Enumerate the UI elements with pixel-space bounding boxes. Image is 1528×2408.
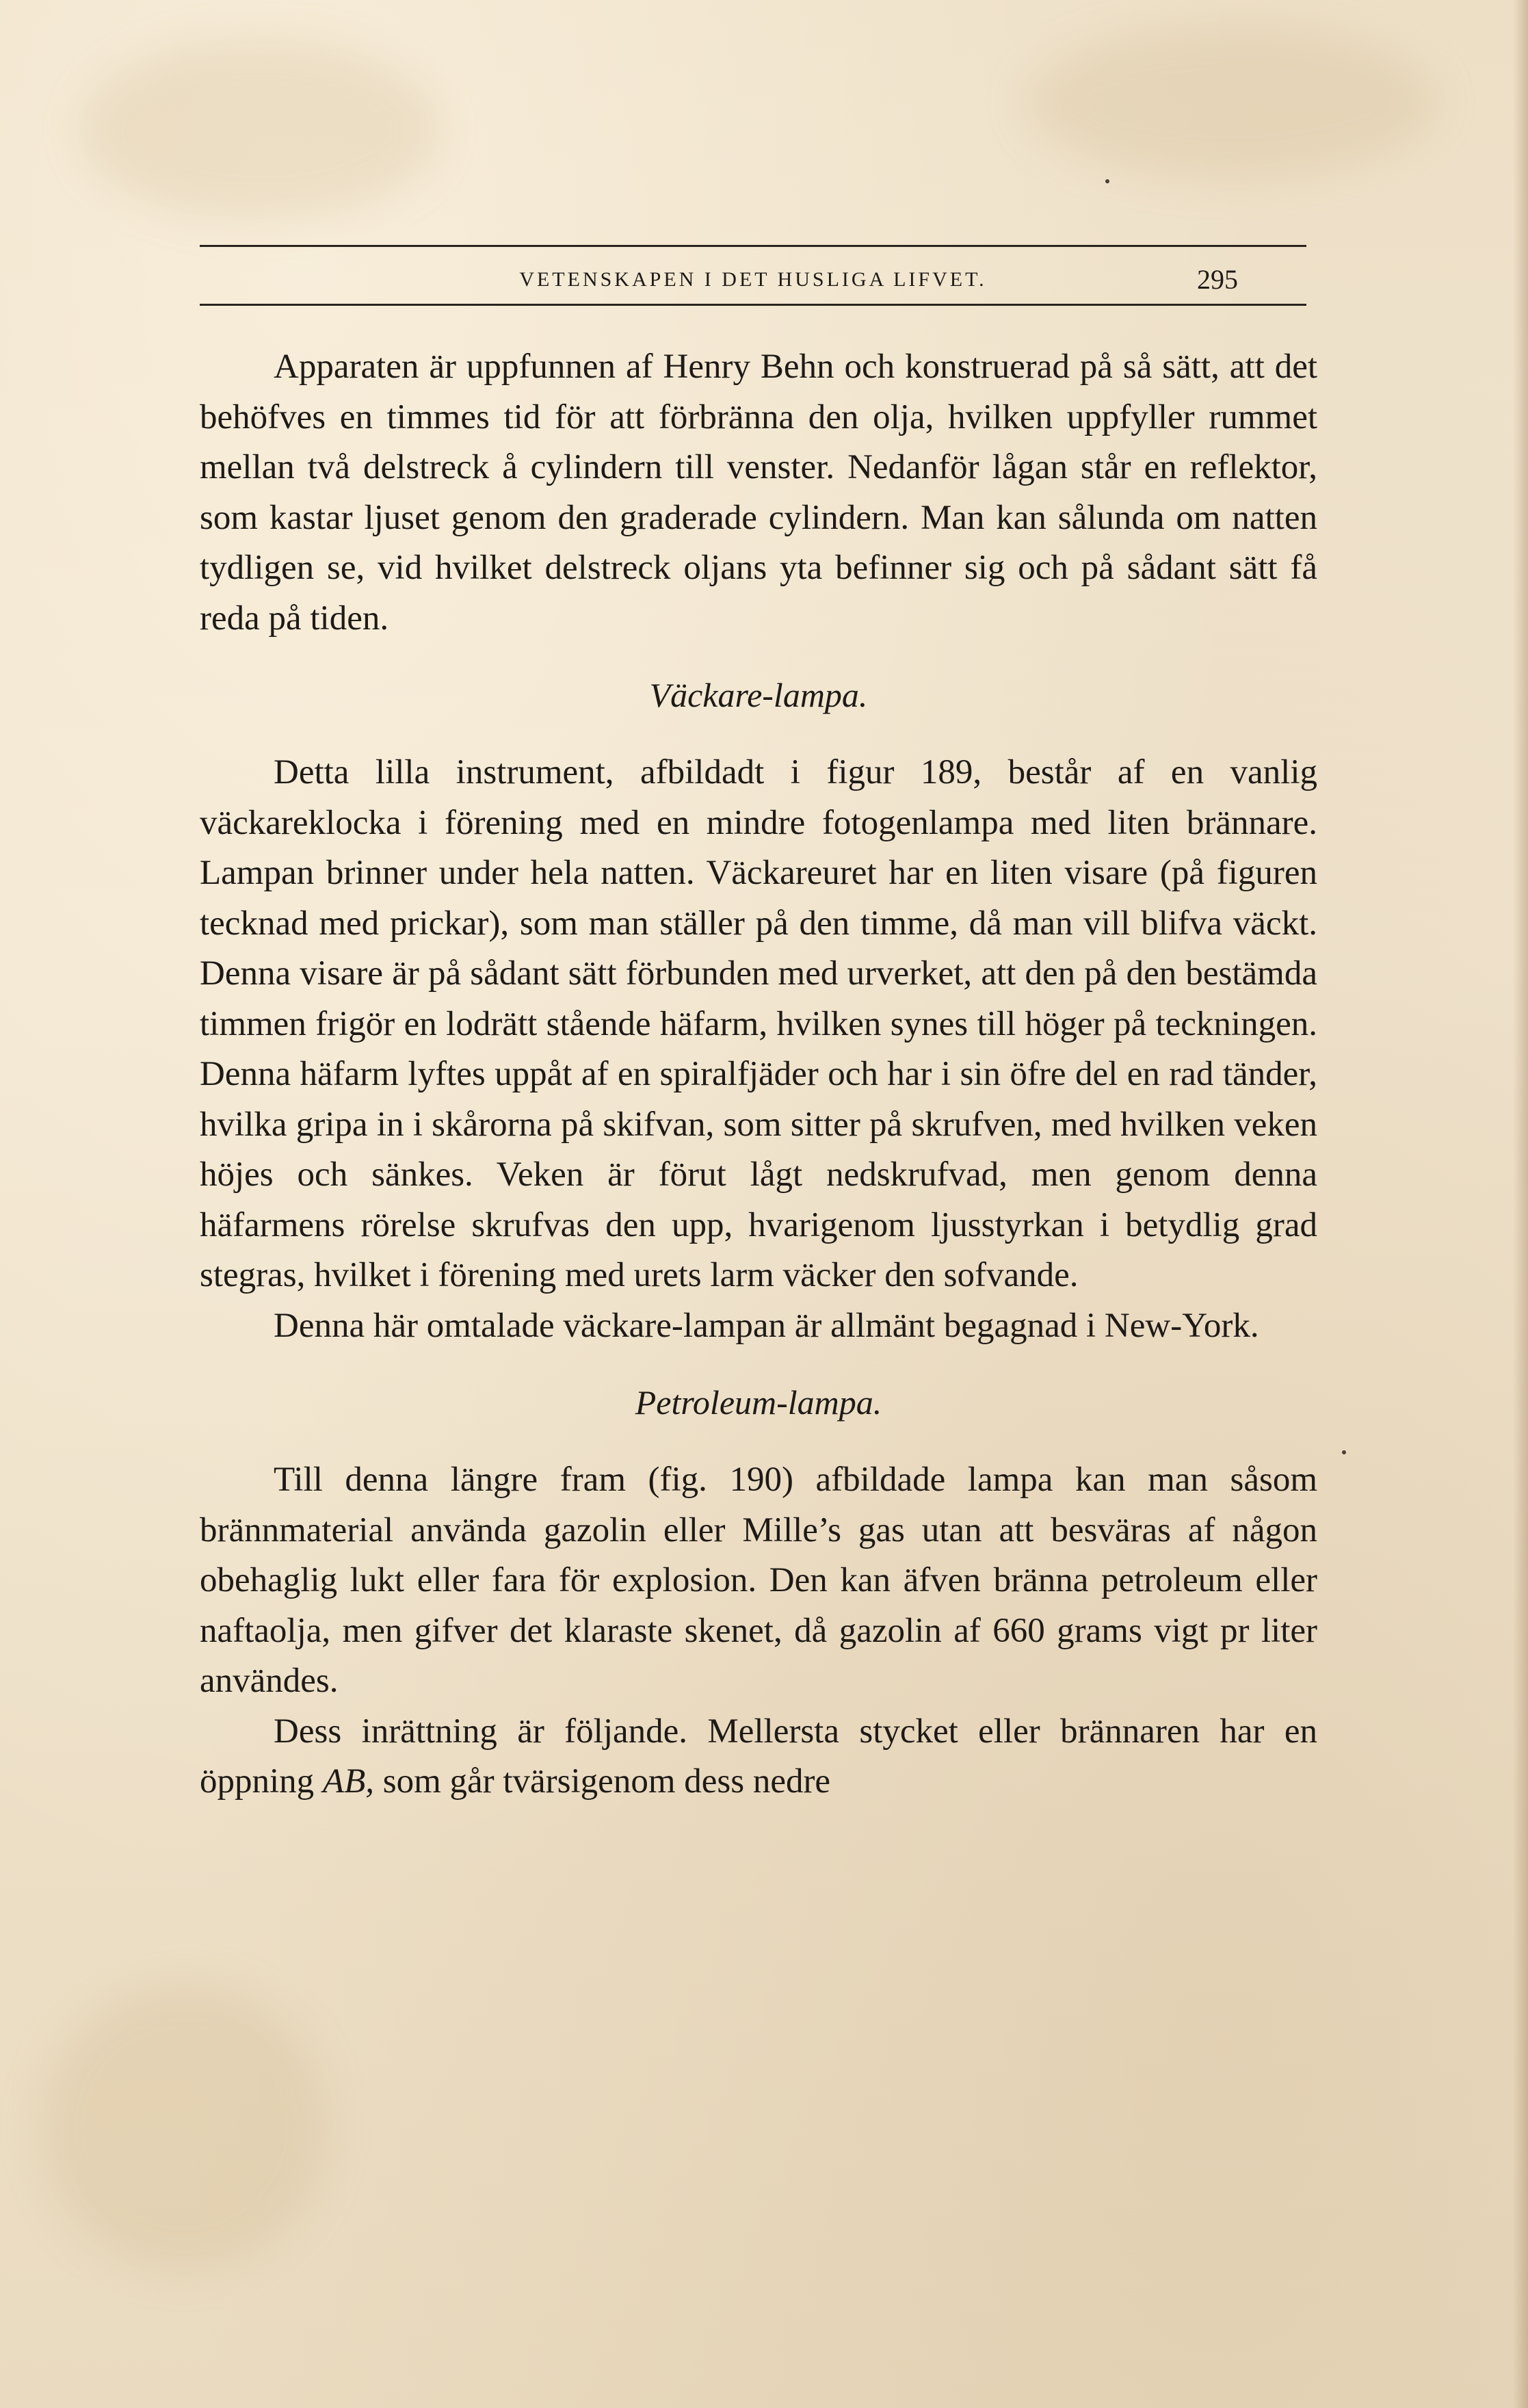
paragraph-text: Dess inrättning är följande. Mellersta stycket eller brännaren har en öppning [200, 1712, 1317, 1801]
running-title: VETENSKAPEN I DET HUSLIGA LIFVET. [519, 268, 987, 291]
paper-stain [41, 1984, 328, 2271]
running-head [200, 263, 1306, 297]
paragraph [200, 1707, 1317, 1807]
paper-stain [82, 41, 438, 219]
page-number: 295 [1197, 264, 1238, 295]
paragraph-text: som går tvärsigenom dess nedre [373, 1762, 831, 1801]
paragraph: Apparaten är uppfunnen af Henry Behn och konstruerad på så sätt, att det behöfves en timmes tid för att förbränna den olja, hvilken uppfyller rummet mellan två delstreck å cylindern till venster. Nedanför lågan står en reflektor, som kastar ljuset genom den graderade cylindern. Man kan sålunda om natten tydligen se, vid hvilket delstreck oljans yta befinner sig och på sådant sätt få reda på tiden. [200, 348, 1317, 638]
page-edge-shadow [1513, 0, 1528, 2408]
paragraph: Till denna längre fram (fig. 190) afbildade lampa kan man såsom brännmaterial använda gazolin eller Mille’s gas utan att besväras af någon obehaglig lukt eller fara för explosion. Den kan äfven bränna petroleum eller naftaolja, men gifver det klaraste skenet, då gazolin af 660 grams vigt pr liter användes. [200, 1461, 1317, 1700]
body-text [200, 342, 1317, 1807]
paragraph: Denna här omtalade väckare-lampan är allmänt begagnad i New-York. [274, 1306, 1259, 1345]
paper-speck [1105, 179, 1109, 183]
section-heading: Väckare-lampa. [649, 676, 868, 715]
paper-stain [1026, 27, 1436, 178]
figure-label-ab: AB, [322, 1762, 374, 1801]
header-rule-top [200, 245, 1306, 247]
paragraph: Detta lilla instrument, afbildadt i figur 189, består af en vanlig väckareklocka i förening med en mindre fotogenlampa med liten brännare. Lampan brinner under hela natten. Väckareuret har en liten visare (på figuren tecknad med prickar), som man ställer på den timme, då man vill blifva väckt. Denna visare är på sådant sätt förbunden med urverket, att den på den bestämda timmen frigör en lodrätt stående häfarm, hvilken synes till höger på teckningen. Denna häfarm lyftes uppåt af en spiralfjäder och har i sin öfre del en rad tänder, hvilka gripa in i skårorna på skifvan, som sitter på skrufven, med hvilken veken höjes och sänkes. Veken är förut lågt nedskrufvad, men genom denna häfarmens rörelse skrufvas den upp, hvarigenom ljusstyrkan i betydlig grad stegras, hvilket i förening med urets larm väcker den sofvande. [200, 753, 1317, 1294]
paper-speck [1342, 1450, 1346, 1454]
section-heading: Petroleum-lampa. [635, 1383, 882, 1422]
header-rule-bottom [200, 304, 1306, 306]
